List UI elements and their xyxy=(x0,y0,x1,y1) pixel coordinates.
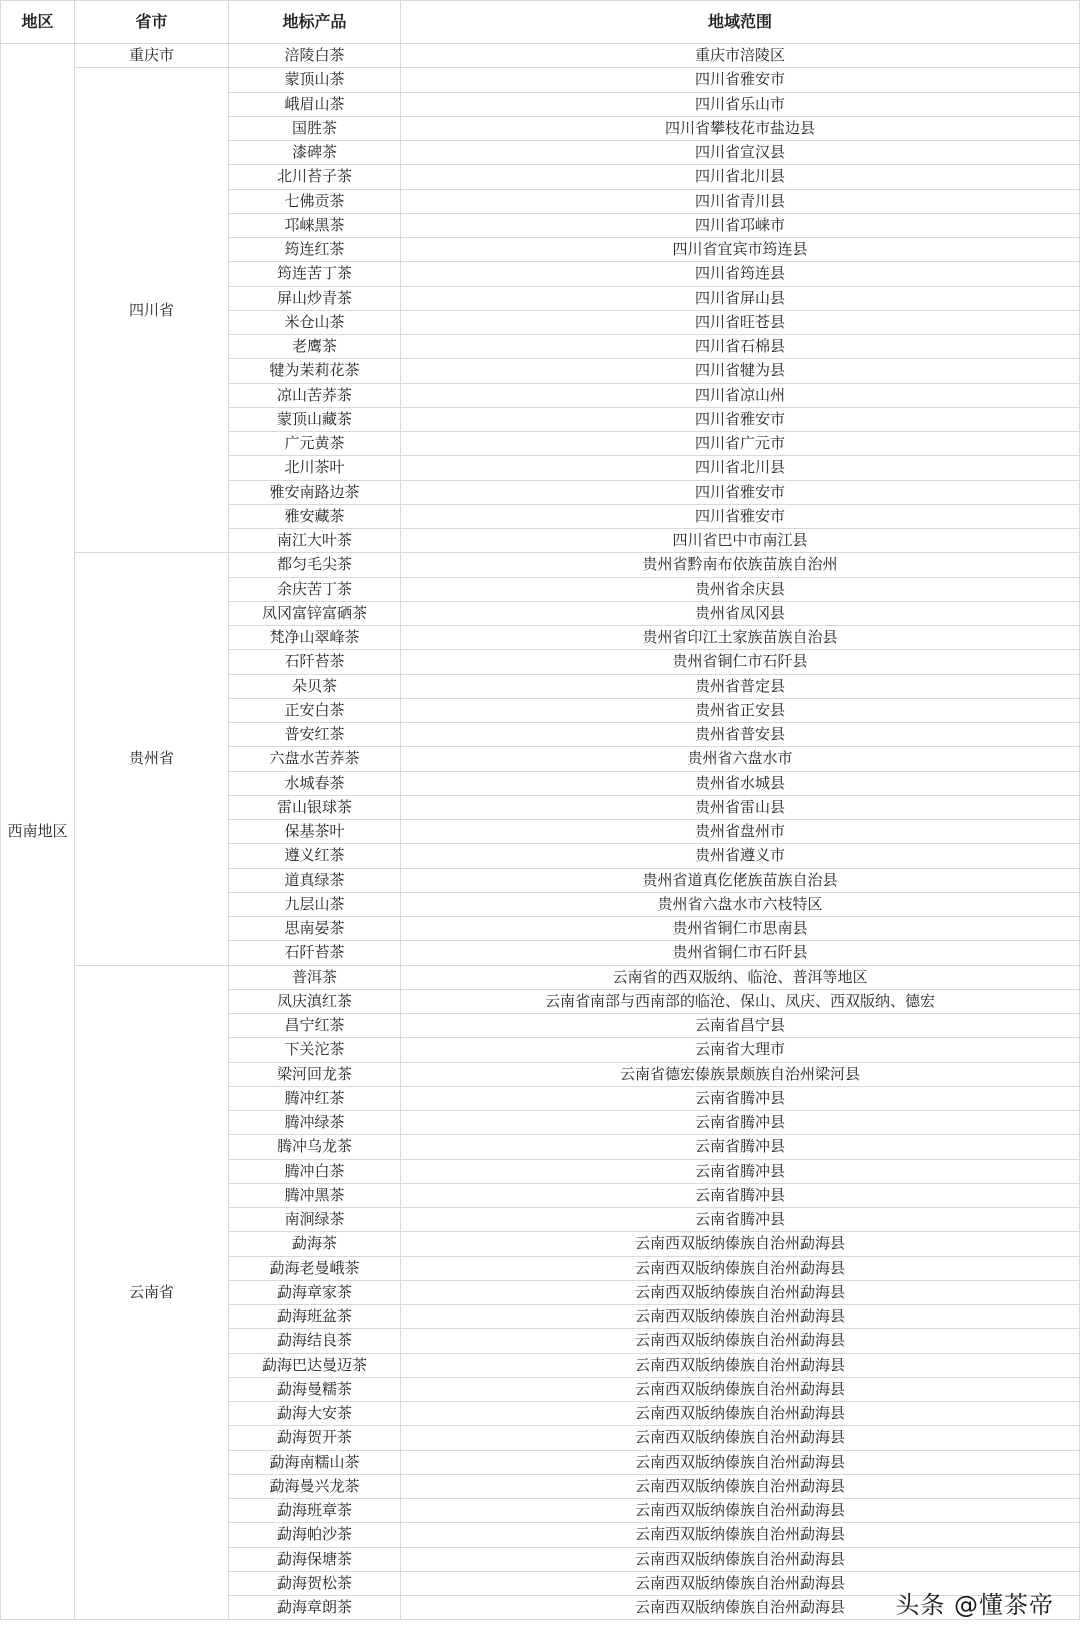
table-row xyxy=(1,553,1080,577)
scope-cell: 云南西双版纳傣族自治州勐海县 xyxy=(401,1596,1080,1620)
scope-cell: 云南省腾冲县 xyxy=(401,1183,1080,1207)
province-cell: 四川省 xyxy=(75,68,229,553)
product-cell: 石阡苔茶 xyxy=(229,650,401,674)
product-cell: 勐海曼兴龙茶 xyxy=(229,1474,401,1498)
product-cell: 屏山炒青茶 xyxy=(229,286,401,310)
product-cell: 北川茶叶 xyxy=(229,456,401,480)
scope-cell: 四川省北川县 xyxy=(401,165,1080,189)
product-cell: 老鹰茶 xyxy=(229,335,401,359)
product-cell: 勐海贺开茶 xyxy=(229,1426,401,1450)
table-body xyxy=(1,44,1080,1620)
scope-cell: 四川省旺苍县 xyxy=(401,310,1080,334)
product-cell: 道真绿茶 xyxy=(229,868,401,892)
scope-cell: 贵州省水城县 xyxy=(401,771,1080,795)
scope-cell: 云南西双版纳傣族自治州勐海县 xyxy=(401,1547,1080,1571)
product-cell: 邛崃黑茶 xyxy=(229,213,401,237)
header-row xyxy=(1,1,1080,44)
header-region: 地区 xyxy=(1,1,75,44)
product-cell: 勐海章家茶 xyxy=(229,1280,401,1304)
product-cell: 凤庆滇红茶 xyxy=(229,989,401,1013)
scope-cell: 四川省邛崃市 xyxy=(401,213,1080,237)
product-cell: 腾冲黑茶 xyxy=(229,1183,401,1207)
scope-cell: 云南省腾冲县 xyxy=(401,1111,1080,1135)
product-cell: 下关沱茶 xyxy=(229,1038,401,1062)
product-cell: 腾冲红茶 xyxy=(229,1086,401,1110)
scope-cell: 云南省腾冲县 xyxy=(401,1159,1080,1183)
scope-cell: 四川省攀枝花市盐边县 xyxy=(401,116,1080,140)
scope-cell: 四川省雅安市 xyxy=(401,504,1080,528)
province-cell: 云南省 xyxy=(75,965,229,1620)
scope-cell: 云南省南部与西南部的临沧、保山、凤庆、西双版纳、德宏 xyxy=(401,989,1080,1013)
scope-cell: 云南西双版纳傣族自治州勐海县 xyxy=(401,1499,1080,1523)
product-cell: 雅安南路边茶 xyxy=(229,480,401,504)
product-cell: 都匀毛尖茶 xyxy=(229,553,401,577)
scope-cell: 贵州省铜仁市石阡县 xyxy=(401,650,1080,674)
product-cell: 勐海帕沙茶 xyxy=(229,1523,401,1547)
product-cell: 涪陵白茶 xyxy=(229,44,401,68)
scope-cell: 四川省屏山县 xyxy=(401,286,1080,310)
scope-cell: 云南省腾冲县 xyxy=(401,1135,1080,1159)
product-cell: 南江大叶茶 xyxy=(229,529,401,553)
scope-cell: 四川省乐山市 xyxy=(401,92,1080,116)
scope-cell: 贵州省凤冈县 xyxy=(401,601,1080,625)
scope-cell: 云南西双版纳傣族自治州勐海县 xyxy=(401,1571,1080,1595)
product-cell: 九层山茶 xyxy=(229,892,401,916)
scope-cell: 云南省腾冲县 xyxy=(401,1208,1080,1232)
scope-cell: 四川省宣汉县 xyxy=(401,141,1080,165)
scope-cell: 云南省昌宁县 xyxy=(401,1014,1080,1038)
scope-cell: 四川省北川县 xyxy=(401,456,1080,480)
product-cell: 漆碑茶 xyxy=(229,141,401,165)
scope-cell: 云南西双版纳傣族自治州勐海县 xyxy=(401,1280,1080,1304)
watermark: 头条 @懂茶帝 xyxy=(895,1591,1054,1619)
product-cell: 勐海班盆茶 xyxy=(229,1305,401,1329)
product-cell: 南涧绿茶 xyxy=(229,1208,401,1232)
scope-cell: 四川省雅安市 xyxy=(401,480,1080,504)
product-cell: 思南晏茶 xyxy=(229,917,401,941)
scope-cell: 四川省凉山州 xyxy=(401,383,1080,407)
product-cell: 勐海章朗茶 xyxy=(229,1596,401,1620)
scope-cell: 贵州省盘州市 xyxy=(401,820,1080,844)
product-cell: 蒙顶山茶 xyxy=(229,68,401,92)
product-cell: 昌宁红茶 xyxy=(229,1014,401,1038)
product-cell: 遵义红茶 xyxy=(229,844,401,868)
product-cell: 勐海老曼峨茶 xyxy=(229,1256,401,1280)
scope-cell: 云南西双版纳傣族自治州勐海县 xyxy=(401,1474,1080,1498)
scope-cell: 贵州省普定县 xyxy=(401,674,1080,698)
scope-cell: 四川省石棉县 xyxy=(401,335,1080,359)
product-cell: 石阡苔茶 xyxy=(229,941,401,965)
scope-cell: 四川省广元市 xyxy=(401,432,1080,456)
product-cell: 余庆苦丁茶 xyxy=(229,577,401,601)
product-cell: 腾冲白茶 xyxy=(229,1159,401,1183)
product-cell: 勐海曼糯茶 xyxy=(229,1377,401,1401)
product-cell: 蒙顶山藏茶 xyxy=(229,407,401,431)
product-cell: 腾冲绿茶 xyxy=(229,1111,401,1135)
product-cell: 普洱茶 xyxy=(229,965,401,989)
scope-cell: 云南西双版纳傣族自治州勐海县 xyxy=(401,1377,1080,1401)
product-cell: 北川苔子茶 xyxy=(229,165,401,189)
province-cell: 贵州省 xyxy=(75,553,229,965)
product-cell: 梵净山翠峰茶 xyxy=(229,626,401,650)
scope-cell: 贵州省普安县 xyxy=(401,723,1080,747)
scope-cell: 贵州省黔南布依族苗族自治州 xyxy=(401,553,1080,577)
product-cell: 朵贝茶 xyxy=(229,674,401,698)
scope-cell: 云南西双版纳傣族自治州勐海县 xyxy=(401,1426,1080,1450)
scope-cell: 云南西双版纳傣族自治州勐海县 xyxy=(401,1305,1080,1329)
scope-cell: 云南西双版纳傣族自治州勐海县 xyxy=(401,1256,1080,1280)
product-cell: 雷山银球茶 xyxy=(229,795,401,819)
scope-cell: 云南省腾冲县 xyxy=(401,1086,1080,1110)
region-cell: 西南地区 xyxy=(1,44,75,1620)
product-cell: 勐海茶 xyxy=(229,1232,401,1256)
product-cell: 国胜茶 xyxy=(229,116,401,140)
product-cell: 广元黄茶 xyxy=(229,432,401,456)
product-cell: 凉山苦荞茶 xyxy=(229,383,401,407)
product-cell: 勐海结良茶 xyxy=(229,1329,401,1353)
scope-cell: 云南西双版纳傣族自治州勐海县 xyxy=(401,1329,1080,1353)
table-row xyxy=(1,44,1080,68)
scope-cell: 贵州省余庆县 xyxy=(401,577,1080,601)
scope-cell: 四川省巴中市南江县 xyxy=(401,529,1080,553)
scope-cell: 贵州省雷山县 xyxy=(401,795,1080,819)
scope-cell: 四川省宜宾市筠连县 xyxy=(401,238,1080,262)
product-cell: 正安白茶 xyxy=(229,698,401,722)
scope-cell: 四川省青川县 xyxy=(401,189,1080,213)
product-cell: 筠连苦丁茶 xyxy=(229,262,401,286)
scope-cell: 云南西双版纳傣族自治州勐海县 xyxy=(401,1523,1080,1547)
product-cell: 六盘水苦荞茶 xyxy=(229,747,401,771)
product-cell: 犍为茉莉花茶 xyxy=(229,359,401,383)
scope-cell: 贵州省六盘水市六枝特区 xyxy=(401,892,1080,916)
product-cell: 水城春茶 xyxy=(229,771,401,795)
table-row xyxy=(1,68,1080,92)
table-row xyxy=(1,965,1080,989)
product-cell: 勐海保塘茶 xyxy=(229,1547,401,1571)
product-cell: 峨眉山茶 xyxy=(229,92,401,116)
product-cell: 雅安藏茶 xyxy=(229,504,401,528)
product-cell: 梁河回龙茶 xyxy=(229,1062,401,1086)
scope-cell: 贵州省铜仁市思南县 xyxy=(401,917,1080,941)
scope-cell: 云南西双版纳傣族自治州勐海县 xyxy=(401,1450,1080,1474)
scope-cell: 贵州省六盘水市 xyxy=(401,747,1080,771)
scope-cell: 贵州省正安县 xyxy=(401,698,1080,722)
product-cell: 勐海巴达曼迈茶 xyxy=(229,1353,401,1377)
product-cell: 七佛贡茶 xyxy=(229,189,401,213)
scope-cell: 云南省的西双版纳、临沧、普洱等地区 xyxy=(401,965,1080,989)
scope-cell: 四川省犍为县 xyxy=(401,359,1080,383)
scope-cell: 云南西双版纳傣族自治州勐海县 xyxy=(401,1402,1080,1426)
scope-cell: 云南西双版纳傣族自治州勐海县 xyxy=(401,1232,1080,1256)
header-province: 省市 xyxy=(75,1,229,44)
product-cell: 勐海南糯山茶 xyxy=(229,1450,401,1474)
scope-cell: 贵州省印江土家族苗族自治县 xyxy=(401,626,1080,650)
product-cell: 勐海大安茶 xyxy=(229,1402,401,1426)
product-cell: 凤冈富锌富硒茶 xyxy=(229,601,401,625)
product-cell: 保基茶叶 xyxy=(229,820,401,844)
product-cell: 勐海贺松茶 xyxy=(229,1571,401,1595)
header-scope: 地域范围 xyxy=(401,1,1080,44)
scope-cell: 四川省筠连县 xyxy=(401,262,1080,286)
scope-cell: 重庆市涪陵区 xyxy=(401,44,1080,68)
product-cell: 筠连红茶 xyxy=(229,238,401,262)
scope-cell: 云南西双版纳傣族自治州勐海县 xyxy=(401,1353,1080,1377)
province-cell: 重庆市 xyxy=(75,44,229,68)
scope-cell: 四川省雅安市 xyxy=(401,68,1080,92)
product-cell: 米仓山茶 xyxy=(229,310,401,334)
product-cell: 普安红茶 xyxy=(229,723,401,747)
product-cell: 勐海班章茶 xyxy=(229,1499,401,1523)
scope-cell: 云南省大理市 xyxy=(401,1038,1080,1062)
scope-cell: 贵州省铜仁市石阡县 xyxy=(401,941,1080,965)
product-cell: 腾冲乌龙茶 xyxy=(229,1135,401,1159)
header-product: 地标产品 xyxy=(229,1,401,44)
scope-cell: 云南省德宏傣族景颇族自治州梁河县 xyxy=(401,1062,1080,1086)
scope-cell: 四川省雅安市 xyxy=(401,407,1080,431)
scope-cell: 贵州省遵义市 xyxy=(401,844,1080,868)
scope-cell: 贵州省道真仡佬族苗族自治县 xyxy=(401,868,1080,892)
